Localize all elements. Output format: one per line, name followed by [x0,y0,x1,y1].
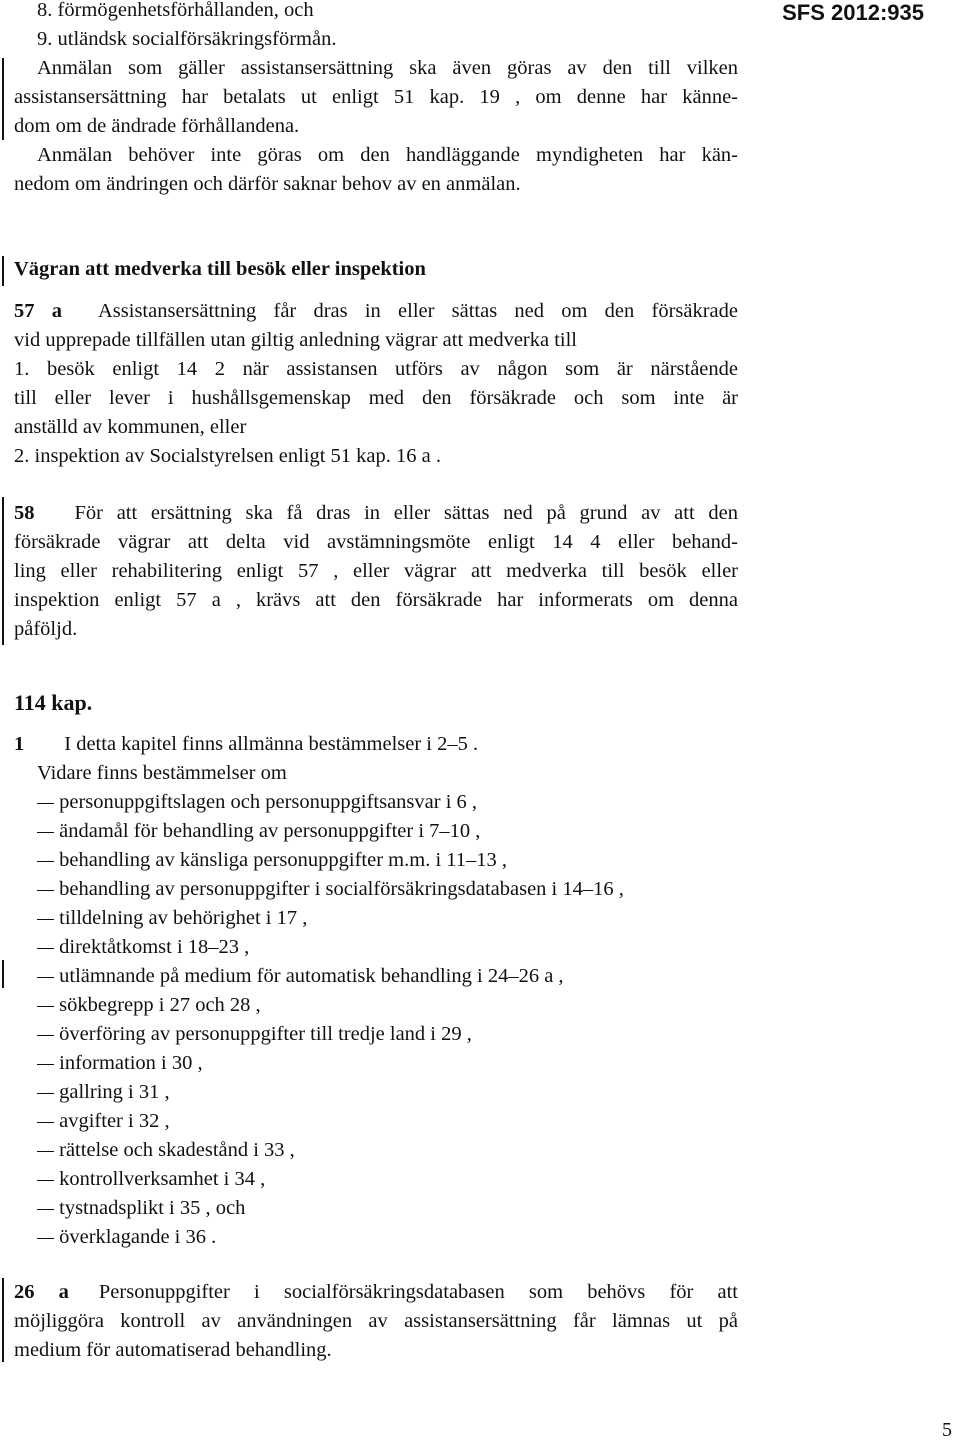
dash-bullet [37,803,54,804]
dash-bullet [37,832,54,833]
list-item [37,1051,738,1075]
dash-bullet [37,1035,54,1036]
section-text: Assistansersättning får dras in eller sättas ned om den försäkrade [97,300,738,322]
list-item [37,1196,738,1220]
list-item-8: 8. förmögenhetsförhållanden, och [37,0,314,21]
paragraph-line: nedom om ändringen och därför saknar behov av en anmälan. [14,173,521,195]
section-number: 58 [14,502,35,524]
change-bar [2,497,4,645]
dash-bullet [37,890,54,891]
section-number: 57 a [14,300,62,322]
section-text: För att ersättning ska få dras in eller sättas ned på grund av att den [74,502,738,524]
list-item [37,906,738,930]
paragraph-line: assistansersättning har betalats ut enligt 51 kap. 19 , om denne har känne- [14,86,738,108]
section-number: 26 a [14,1281,69,1303]
section-line: vid upprepade tillfällen utan giltig anledning vägrar att medverka till [14,329,577,351]
list-item-text: tilldelning av behörighet i 17 , [59,907,308,929]
dash-bullet [37,919,54,920]
change-bar [2,58,4,140]
dash-bullet [37,1209,54,1210]
dash-bullet [37,1122,54,1123]
change-bar [2,1278,4,1362]
list-item-text: behandling av personuppgifter i socialförsäkringsdatabasen i 14–16 , [59,878,624,900]
section-line: Vidare finns bestämmelser om [37,762,287,784]
list-item [37,1138,738,1162]
list-item-text: tystnadsplikt i 35 , och [59,1197,246,1219]
dash-bullet [37,1180,54,1181]
section-line [14,732,738,756]
list-item-text: överklagande i 36 . [59,1226,217,1248]
section-line: till eller lever i hushållsgemenskap med den försäkrade och som inte är [14,387,738,409]
page-number: 5 [942,1419,952,1441]
section-line: inspektion enligt 57 a , krävs att den försäkrade har informerats om denna [14,589,738,611]
section-line: möjliggöra kontroll av användningen av assistansersättning får lämnas ut på [14,1310,738,1332]
dash-bullet [37,977,54,978]
list-item [37,819,738,843]
list-item-text: ändamål för behandling av personuppgifter i 7–10 , [59,820,481,842]
dash-bullet [37,1006,54,1007]
dash-bullet [37,1093,54,1094]
list-item-text: avgifter i 32 , [59,1110,170,1132]
list-item [37,1109,738,1133]
list-item-text: rättelse och skadestånd i 33 , [59,1139,295,1161]
list-item-text: behandling av känsliga personuppgifter m.m. i 11–13 , [59,849,508,871]
list-item-text: utlämnande på medium för automatisk behandling i 24–26 a , [59,965,564,987]
list-item-text: direktåtkomst i 18–23 , [59,936,250,958]
paragraph-line: Anmälan som gäller assistansersättning ska även göras av den till vilken [37,57,738,79]
list-item [37,1225,738,1249]
section-text: Personuppgifter i socialförsäkringsdatabasen som behövs för att [98,1281,738,1303]
list-item [37,1167,738,1191]
dash-bullet [37,948,54,949]
dash-bullet [37,861,54,862]
list-item-text: kontrollverksamhet i 34 , [59,1168,266,1190]
change-bar [2,256,4,286]
section-line: ling eller rehabilitering enligt 57 , eller vägrar att medverka till besök eller [14,560,738,582]
section-line [14,1280,738,1304]
list-item-text: gallring i 31 , [59,1081,170,1103]
sfs-reference: SFS 2012:935 [782,0,924,25]
paragraph-line: Anmälan behöver inte göras om den handläggande myndigheten har kän- [37,144,738,166]
section-line: anställd av kommunen, eller [14,416,247,438]
list-item [37,993,738,1017]
section-line [14,299,738,323]
list-item [37,848,738,872]
paragraph-line: dom om de ändrade förhållandena. [14,115,300,137]
list-item-text: information i 30 , [59,1052,203,1074]
chapter-title: 114 kap. [14,690,93,715]
list-item [37,964,738,988]
section-text: I detta kapitel finns allmänna bestämmelser i 2–5 . [64,733,479,755]
list-item [37,935,738,959]
section-line: medium för automatiserad behandling. [14,1339,332,1361]
change-bar [2,960,4,988]
dash-bullet [37,1238,54,1239]
list-item: 2. inspektion av Socialstyrelsen enligt 51 kap. 16 a . [14,445,442,467]
list-item [37,1022,738,1046]
dash-bullet [37,1064,54,1065]
list-item-text: personuppgiftslagen och personuppgiftsansvar i 6 , [59,791,478,813]
section-line: påföljd. [14,618,78,640]
list-item-text: sökbegrepp i 27 och 28 , [59,994,261,1016]
list-item [37,790,738,814]
list-item: 1. besök enligt 14 2 när assistansen utförs av någon som är närstående [14,358,738,380]
section-line: försäkrade vägrar att delta vid avstämningsmöte enligt 14 4 eller behand- [14,531,738,553]
section-number: 1 [14,733,25,755]
list-item-text: överföring av personuppgifter till tredje land i 29 , [59,1023,472,1045]
section-line [14,501,738,525]
dash-bullet [37,1151,54,1152]
section-heading: Vägran att medverka till besök eller inspektion [14,258,426,280]
list-item [37,877,738,901]
list-item [37,1080,738,1104]
list-item-9: 9. utländsk socialförsäkringsförmån. [37,28,337,50]
